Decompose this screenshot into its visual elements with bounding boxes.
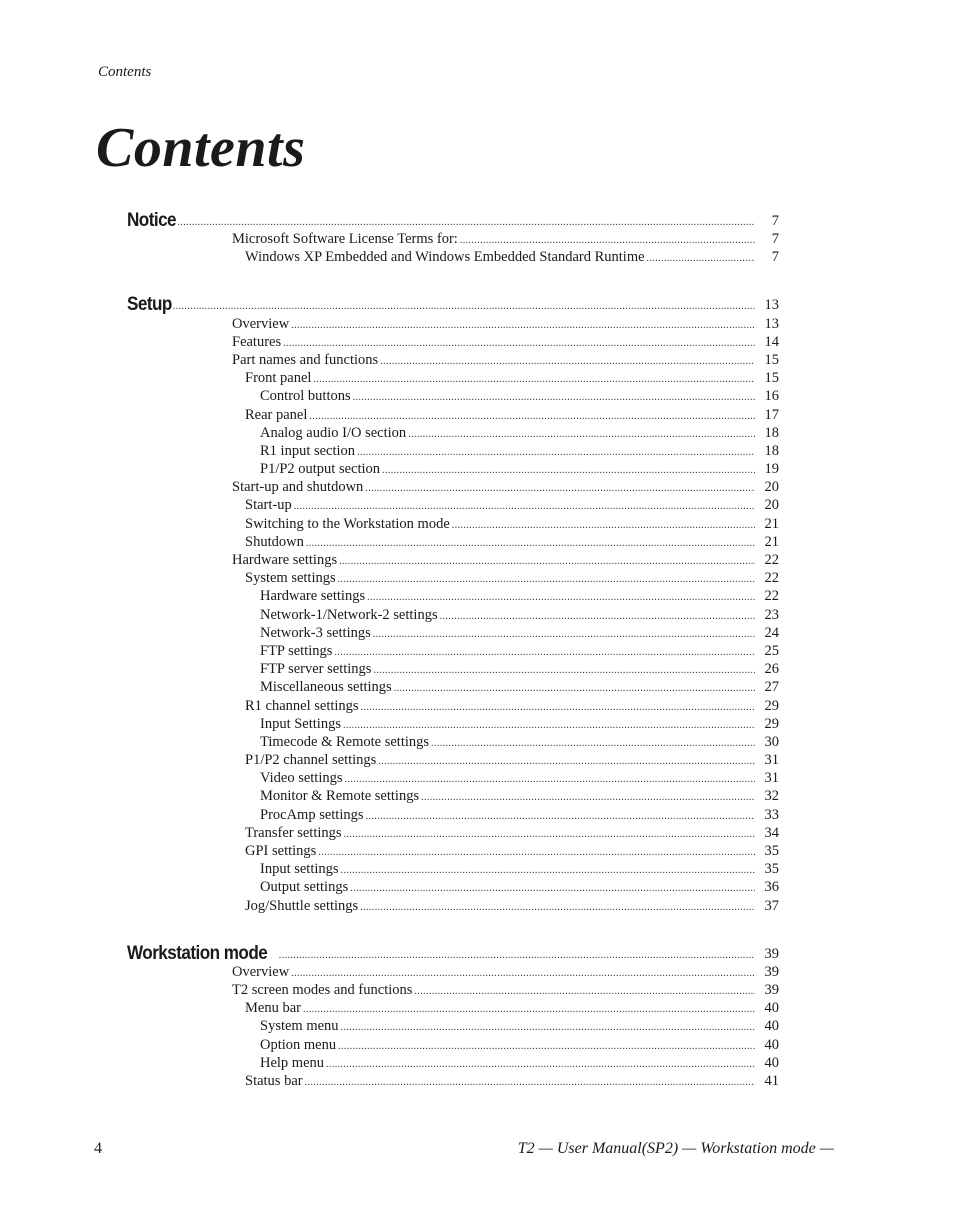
toc-entry[interactable]	[0, 230, 779, 248]
toc-page-number: 30	[764, 733, 779, 750]
toc-page-number: 22	[764, 570, 779, 587]
toc-entry[interactable]	[0, 696, 779, 714]
toc-page-number: 35	[764, 843, 779, 859]
toc-page-number: 18	[764, 442, 779, 459]
dot-leader	[309, 410, 755, 424]
dot-leader	[440, 610, 755, 624]
toc-page-number: 7	[771, 231, 779, 248]
dot-leader	[373, 628, 755, 642]
toc-page-number: 39	[764, 981, 779, 998]
toc-entry[interactable]	[0, 478, 779, 496]
dot-leader	[394, 682, 755, 696]
toc-section	[0, 200, 954, 266]
toc-page-number: 7	[771, 213, 779, 229]
toc-page-number: 19	[764, 461, 779, 478]
toc-entry[interactable]	[0, 496, 779, 514]
toc-entry[interactable]	[0, 605, 779, 623]
table-of-contents	[0, 200, 954, 1108]
toc-page-number: 31	[764, 752, 779, 769]
toc-page-number: 29	[764, 715, 779, 732]
dot-leader	[303, 1003, 755, 1017]
dot-leader	[408, 428, 755, 442]
toc-entry[interactable]	[0, 963, 779, 981]
dot-leader	[350, 882, 755, 896]
toc-entry-label: R1 channel settings	[245, 697, 359, 714]
dot-leader	[382, 464, 755, 478]
toc-entry-label: Part names and functions	[232, 351, 379, 368]
toc-entry-label: FTP server settings	[260, 661, 372, 678]
toc-page-number: 32	[764, 788, 779, 805]
dot-leader	[338, 1040, 755, 1054]
toc-section	[0, 933, 954, 1090]
toc-page-number: 24	[764, 624, 779, 641]
toc-entry[interactable]	[0, 405, 779, 423]
dot-leader	[279, 949, 755, 963]
toc-entry[interactable]	[0, 678, 779, 696]
toc-entry-label: Network-3 settings	[260, 624, 371, 641]
toc-entry-label: Transfer settings	[245, 824, 342, 841]
toc-entry-label: Input settings	[260, 861, 339, 878]
dot-leader	[343, 719, 755, 733]
toc-entry-label: P1/P2 channel settings	[245, 752, 377, 769]
toc-entry-label: Microsoft Software License Terms for:	[232, 231, 458, 248]
dot-leader	[326, 1058, 755, 1072]
toc-entry-label: Input Settings	[260, 715, 341, 732]
toc-page-number: 35	[764, 861, 779, 878]
toc-page-number: 34	[764, 824, 779, 841]
toc-entry-label: P1/P2 output section	[260, 461, 381, 478]
dot-leader	[339, 555, 755, 569]
toc-page-number: 33	[764, 806, 779, 823]
toc-page-number: 39	[764, 945, 779, 962]
toc-entry-label: T2 screen modes and functions	[232, 981, 413, 998]
dot-leader	[357, 446, 755, 460]
dot-leader	[452, 519, 755, 533]
toc-entry[interactable]	[0, 860, 779, 878]
dot-leader	[338, 573, 755, 587]
dot-leader	[341, 1021, 755, 1035]
dot-leader	[460, 234, 755, 248]
toc-entry-label: Network-1/Network-2 settings	[260, 606, 438, 623]
toc-entry-label: Notice	[127, 210, 177, 231]
dot-leader	[283, 337, 755, 351]
toc-page-number: 41	[764, 1072, 779, 1089]
toc-entry[interactable]	[0, 387, 779, 405]
toc-entry[interactable]	[0, 424, 779, 442]
toc-entry-label: R1 input section	[260, 442, 356, 459]
toc-entry-label: Control buttons	[260, 388, 351, 405]
toc-page-number: 40	[764, 1000, 779, 1017]
toc-page-number: 13	[764, 315, 779, 332]
toc-entry[interactable]	[0, 824, 779, 842]
toc-page-number: 15	[764, 370, 779, 387]
toc-entry[interactable]	[0, 333, 779, 351]
toc-chapter-heading[interactable]	[0, 284, 779, 316]
dot-leader	[334, 646, 755, 660]
dot-leader	[294, 500, 755, 514]
toc-entry-label: FTP settings	[260, 642, 333, 659]
toc-entry[interactable]	[0, 442, 779, 460]
toc-entry[interactable]	[0, 733, 779, 751]
dot-leader	[305, 1076, 755, 1090]
dot-leader	[378, 755, 755, 769]
toc-entry[interactable]	[0, 1072, 779, 1090]
toc-entry-label: GPI settings	[245, 843, 317, 859]
toc-page-number: 27	[764, 679, 779, 696]
toc-page-number: 25	[764, 642, 779, 659]
toc-entry[interactable]	[0, 514, 779, 532]
toc-entry[interactable]	[0, 1054, 779, 1072]
toc-chapter-heading[interactable]	[0, 200, 779, 231]
toc-entry[interactable]	[0, 787, 779, 805]
dot-leader	[360, 901, 755, 915]
toc-entry[interactable]	[0, 551, 779, 569]
dot-leader	[365, 482, 755, 496]
toc-entry[interactable]	[0, 642, 779, 660]
toc-entry[interactable]	[0, 896, 779, 914]
dot-leader	[173, 300, 755, 314]
toc-entry[interactable]	[0, 587, 779, 605]
toc-entry-label: Overview	[232, 315, 290, 332]
dot-leader	[380, 355, 755, 369]
toc-entry-label: ProcAmp settings	[260, 806, 364, 823]
dot-leader	[367, 591, 755, 605]
page-title: Contents	[96, 117, 306, 179]
toc-entry[interactable]	[0, 248, 779, 266]
toc-page-number: 13	[764, 297, 779, 314]
toc-page-number: 14	[764, 333, 779, 350]
toc-entry-label: Jog/Shuttle settings	[245, 897, 359, 914]
running-head: Contents	[98, 64, 152, 80]
toc-entry-label: Status bar	[245, 1072, 303, 1089]
dot-leader	[647, 252, 755, 266]
toc-page-number: 21	[764, 515, 779, 532]
dot-leader	[313, 373, 755, 387]
toc-page-number: 40	[764, 1054, 779, 1071]
toc-entry-label: Workstation mode	[127, 942, 268, 964]
toc-entry-label: Start-up and shutdown	[232, 479, 364, 496]
toc-entry-label: Monitor & Remote settings	[260, 788, 420, 805]
toc-page-number: 40	[764, 1018, 779, 1035]
toc-entry[interactable]	[0, 314, 779, 332]
toc-entry-label: Setup	[127, 294, 172, 316]
toc-page-number: 22	[764, 552, 779, 568]
toc-entry-label: Windows XP Embedded and Windows Embedded Standard Runtime	[245, 249, 645, 266]
toc-page-number: 16	[764, 388, 779, 405]
toc-entry-label: Output settings	[260, 879, 349, 896]
dot-leader	[353, 391, 755, 405]
dot-leader	[318, 846, 755, 860]
dot-leader	[431, 737, 755, 751]
toc-entry-label: Hardware settings	[232, 552, 338, 568]
toc-entry[interactable]	[0, 660, 779, 678]
dot-leader	[361, 701, 755, 715]
toc-page-number: 31	[764, 770, 779, 787]
toc-entry-label: System menu	[260, 1018, 339, 1035]
toc-page-number: 37	[764, 897, 779, 914]
toc-page-number: 22	[764, 588, 779, 605]
toc-page-number: 17	[764, 406, 779, 423]
toc-entry[interactable]	[0, 751, 779, 769]
toc-page-number: 21	[764, 533, 779, 550]
toc-page-number: 29	[764, 697, 779, 714]
toc-entry-label: Miscellaneous settings	[260, 679, 392, 696]
toc-page-number: 26	[764, 661, 779, 678]
toc-entry[interactable]	[0, 805, 779, 823]
toc-page-number: 39	[764, 963, 779, 980]
toc-entry-label: Option menu	[260, 1036, 337, 1053]
toc-entry[interactable]	[0, 999, 779, 1017]
toc-page-number: 18	[764, 424, 779, 441]
toc-entry[interactable]	[0, 769, 779, 787]
toc-entry-label: Shutdown	[245, 533, 304, 550]
toc-entry-label: Video settings	[260, 770, 343, 787]
footer-page-number: 4	[94, 1140, 102, 1157]
toc-entry-label: Switching to the Workstation mode	[245, 515, 450, 532]
toc-entry-label: Front panel	[245, 370, 312, 387]
dot-leader	[341, 864, 755, 878]
toc-entry[interactable]	[0, 878, 779, 896]
dot-leader	[373, 664, 755, 678]
toc-page-number: 7	[771, 249, 779, 266]
toc-page-number: 40	[764, 1036, 779, 1053]
toc-page-number: 36	[764, 879, 779, 896]
toc-entry-label: Rear panel	[245, 406, 308, 423]
dot-leader	[291, 319, 755, 333]
toc-entry-label: Features	[232, 333, 282, 350]
toc-entry-label: Start-up	[245, 497, 292, 514]
dot-leader	[421, 791, 755, 805]
toc-entry[interactable]	[0, 533, 779, 551]
toc-page-number: 15	[764, 351, 779, 368]
toc-entry[interactable]	[0, 351, 779, 369]
dot-leader	[291, 967, 755, 981]
toc-section	[0, 284, 954, 914]
toc-page-number: 20	[764, 479, 779, 496]
toc-entry[interactable]	[0, 981, 779, 999]
toc-entry-label: Hardware settings	[260, 588, 366, 605]
toc-entry[interactable]	[0, 715, 779, 733]
dot-leader	[344, 828, 755, 842]
toc-entry-label: Overview	[232, 963, 290, 980]
toc-entry[interactable]	[0, 460, 779, 478]
footer-title: T2 — User Manual(SP2) — Workstation mode —	[517, 1140, 834, 1157]
toc-entry-label: Help menu	[260, 1054, 325, 1071]
toc-page-number: 23	[764, 606, 779, 623]
toc-entry-label: Timecode & Remote settings	[260, 733, 430, 750]
dot-leader	[177, 216, 755, 230]
toc-chapter-heading[interactable]	[0, 933, 779, 964]
dot-leader	[414, 985, 755, 999]
toc-entry-label: Analog audio I/O section	[260, 424, 407, 441]
dot-leader	[345, 773, 756, 787]
toc-entry[interactable]	[0, 1035, 779, 1053]
toc-entry[interactable]	[0, 842, 779, 860]
toc-entry-label: Menu bar	[245, 1000, 301, 1017]
toc-entry-label: System settings	[245, 570, 336, 587]
dot-leader	[306, 537, 755, 551]
toc-entry[interactable]	[0, 1017, 779, 1035]
toc-entry[interactable]	[0, 569, 779, 587]
dot-leader	[366, 810, 755, 824]
toc-entry[interactable]	[0, 624, 779, 642]
toc-entry[interactable]	[0, 369, 779, 387]
toc-page-number: 20	[764, 497, 779, 514]
